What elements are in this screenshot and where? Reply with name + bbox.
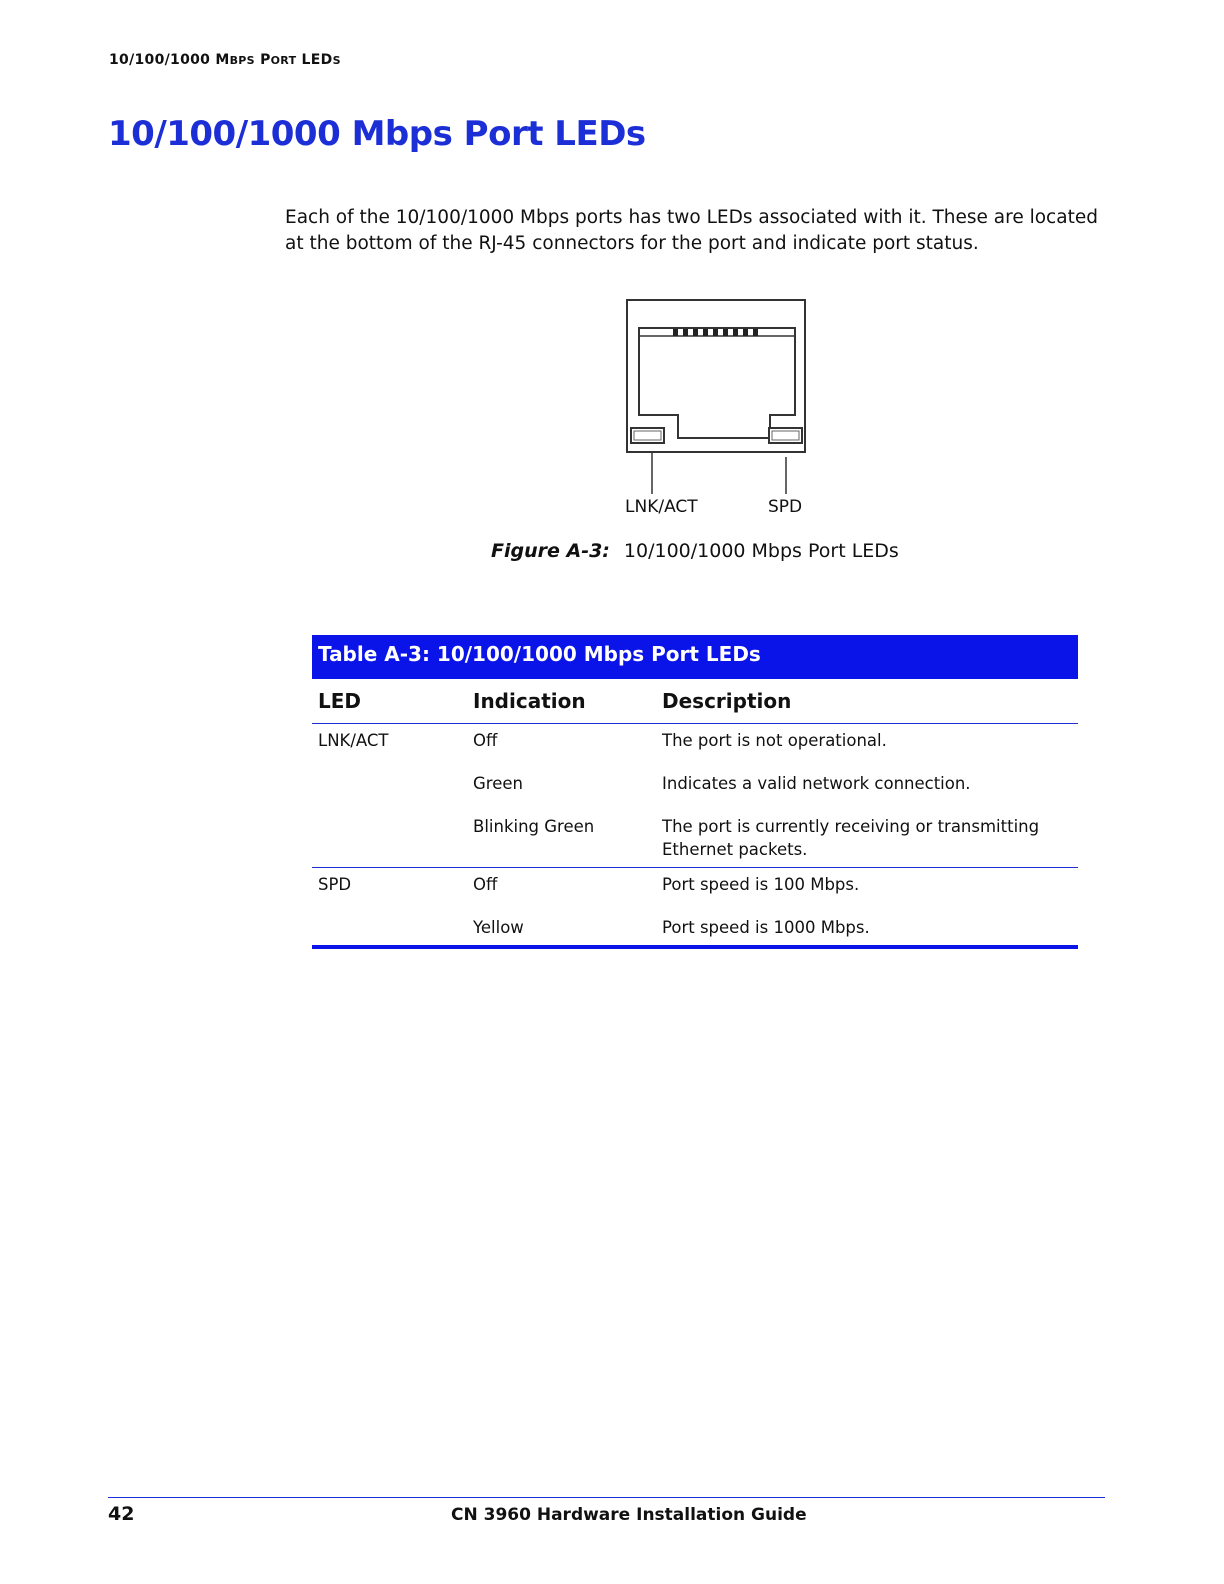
table-row <box>312 916 1078 939</box>
lnk-act-led <box>631 428 664 443</box>
cell-led: SPD <box>318 875 352 894</box>
figure-caption-text: 10/100/1000 Mbps Port LEDs <box>623 540 899 562</box>
intro-paragraph: Each of the 10/100/1000 Mbps ports has two LEDs associated with it. These are located at the bottom of the RJ-45 connectors for the port and indicate port status. <box>285 207 1098 254</box>
figure-number: Figure A-3: <box>491 540 610 562</box>
cell-description: Port speed is 100 Mbps. <box>662 875 860 894</box>
running-header: 10/100/1000 MBPS PORT LEDS <box>109 52 341 68</box>
cell-indication: Off <box>473 875 498 894</box>
table-row <box>312 815 1078 861</box>
cell-indication: Yellow <box>473 918 524 937</box>
spd-led <box>769 428 802 443</box>
cell-description: The port is currently receiving or transmitting Ethernet packets. <box>662 817 1040 859</box>
port-pins <box>673 329 758 336</box>
figure-caption <box>491 540 899 562</box>
table-group-spd <box>312 868 1078 949</box>
rj45-port-diagram <box>600 298 830 523</box>
cell-description: The port is not operational. <box>662 731 887 750</box>
port-opening <box>639 328 795 438</box>
table-row <box>312 729 1078 752</box>
cell-description: Indicates a valid network connection. <box>662 774 971 793</box>
footer-doc-title: CN 3960 Hardware Installation Guide <box>451 1505 807 1525</box>
table-row <box>312 873 1078 896</box>
header-description: Description <box>662 689 792 713</box>
cell-indication: Green <box>473 774 523 793</box>
table-row <box>312 772 1078 795</box>
page-title: 10/100/1000 Mbps Port LEDs <box>108 114 646 154</box>
header-led: LED <box>318 689 362 713</box>
page-number: 42 <box>108 1503 135 1525</box>
cell-indication: Blinking Green <box>473 817 595 836</box>
cell-led: LNK/ACT <box>318 731 389 750</box>
led-table <box>312 635 1078 949</box>
cell-indication: Off <box>473 731 498 750</box>
header-indication: Indication <box>473 689 586 713</box>
table-title: Table A-3: 10/100/1000 Mbps Port LEDs <box>312 635 1078 679</box>
figure-label-lnk-act: LNK/ACT <box>625 497 698 517</box>
table-header-row <box>312 679 1078 724</box>
footer-rule <box>108 1497 1105 1498</box>
cell-description: Port speed is 1000 Mbps. <box>662 918 870 937</box>
figure-label-spd: SPD <box>768 497 803 517</box>
table-group-lnk-act <box>312 724 1078 868</box>
